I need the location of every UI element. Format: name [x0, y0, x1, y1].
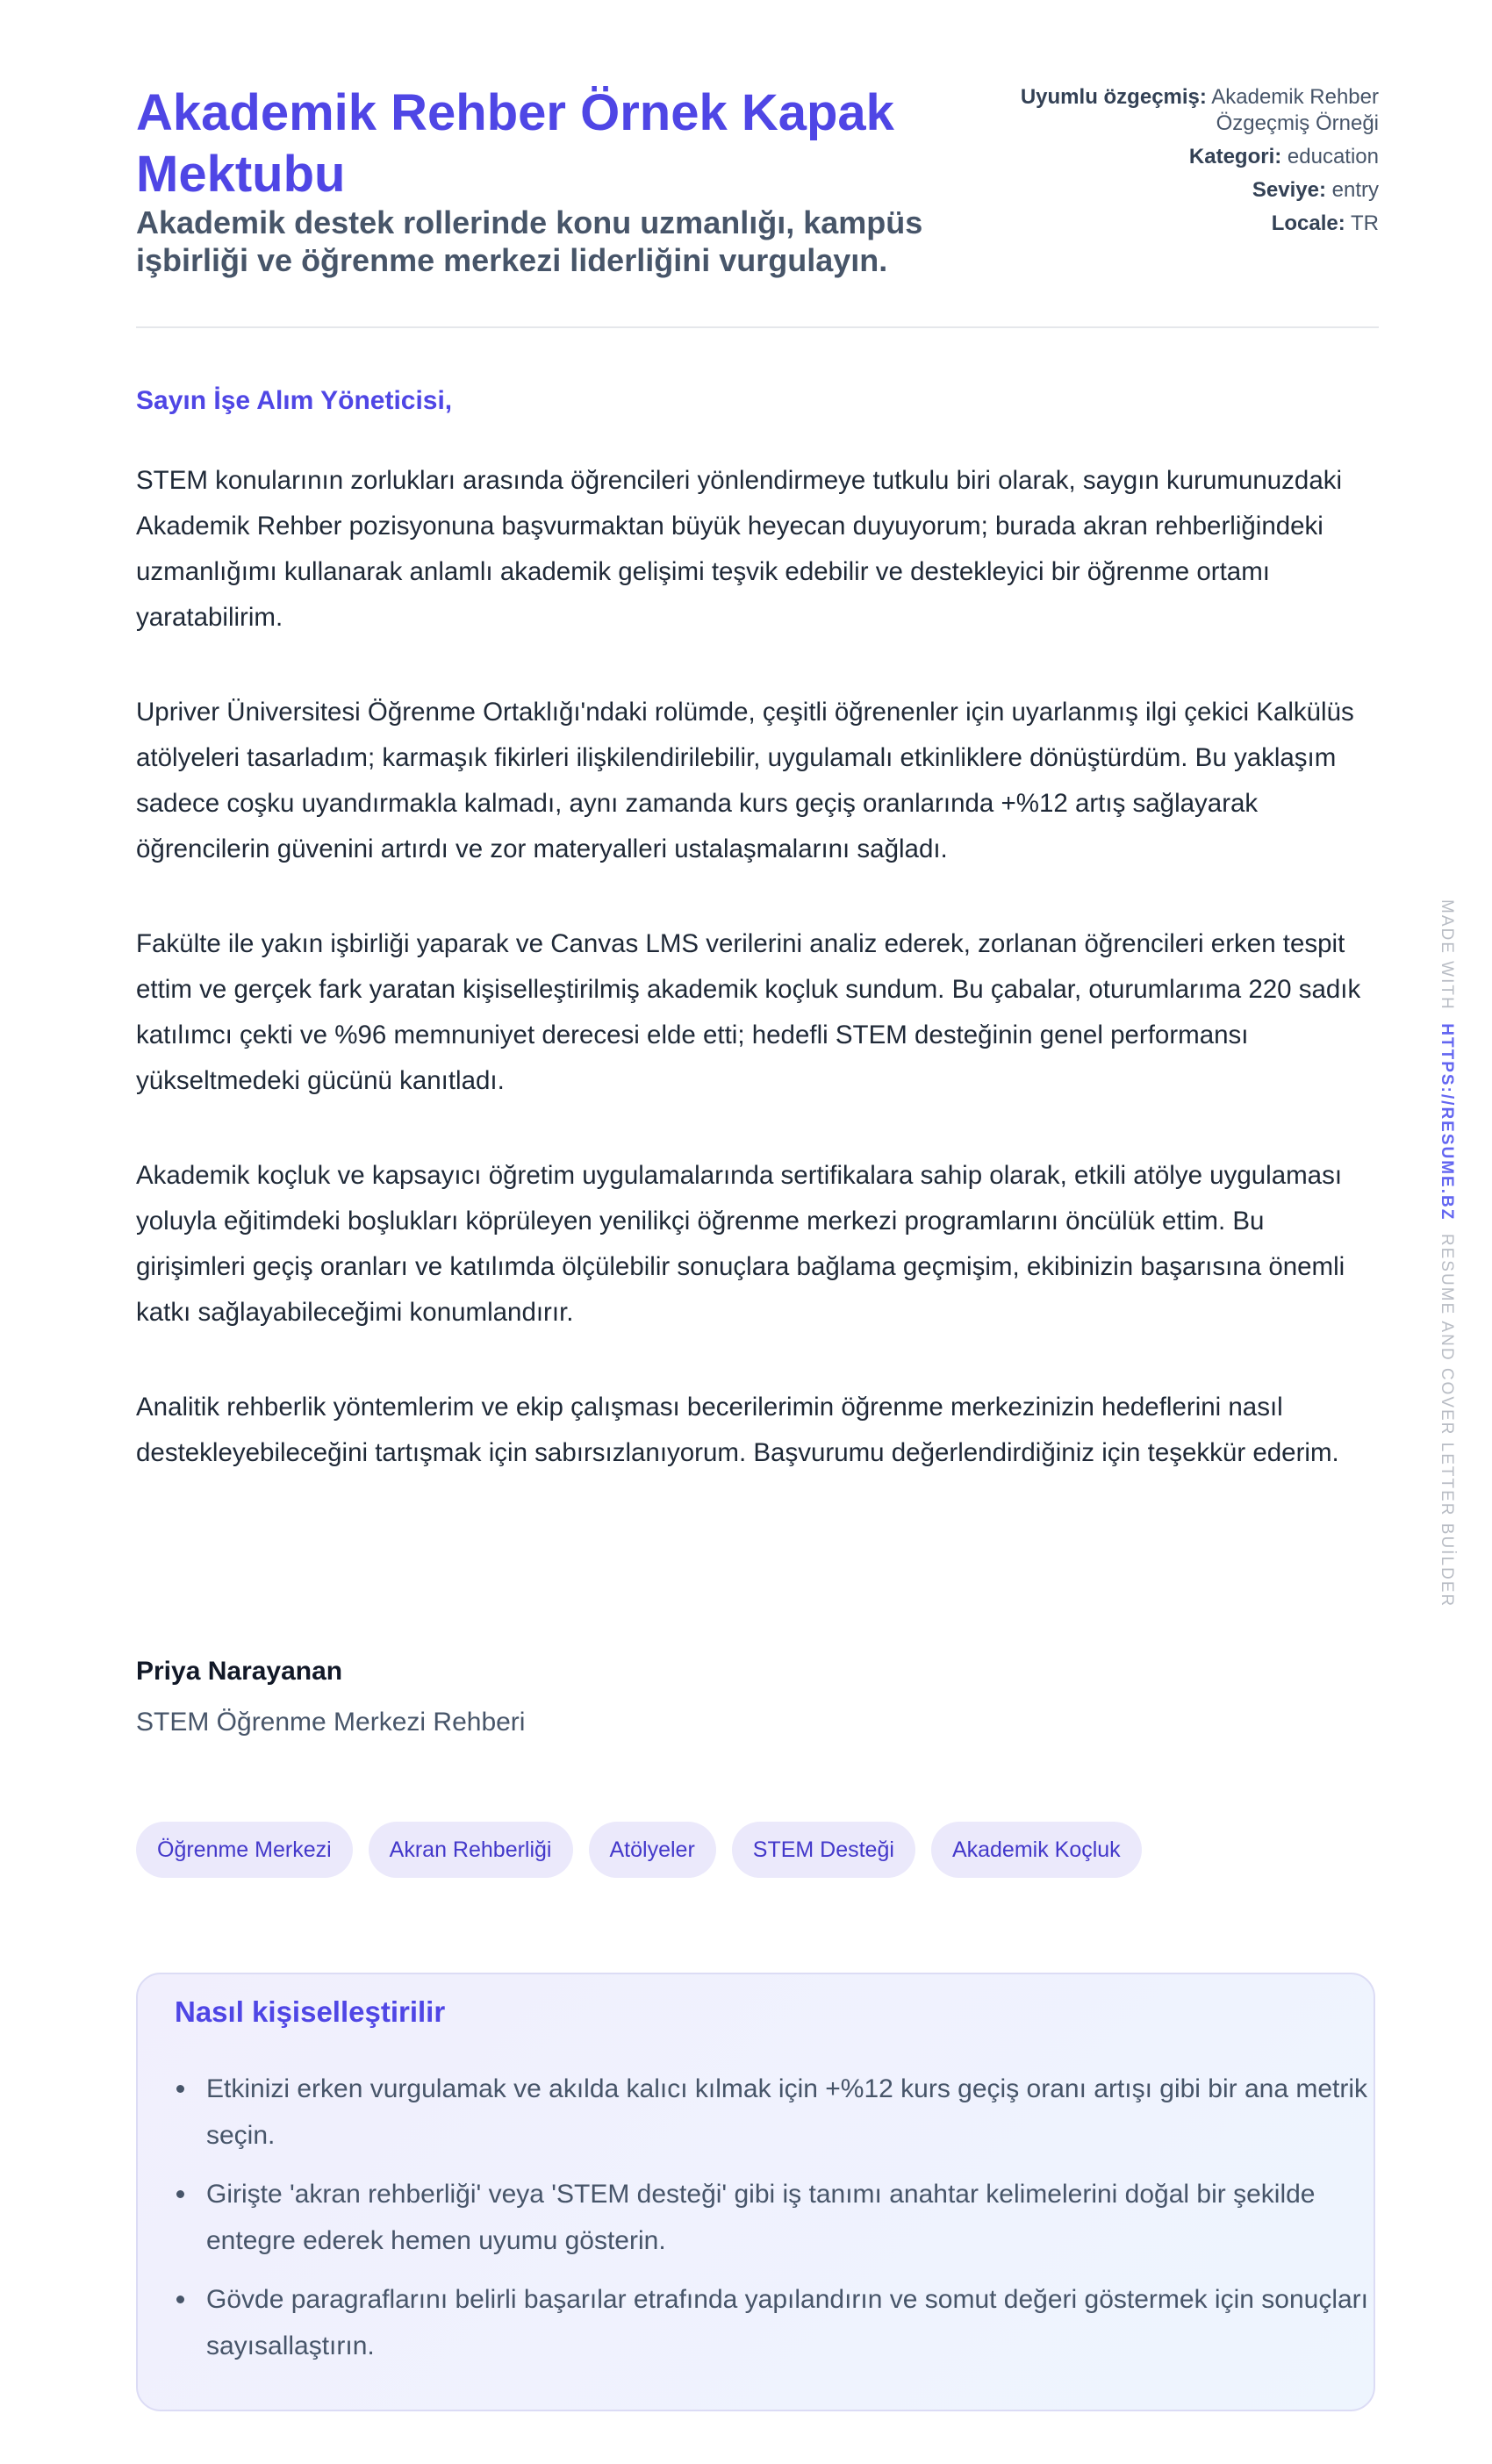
letter-paragraph: Akademik koçluk ve kapsayıcı öğretim uygulamalarında sertifikalara sahip olarak, etkili atölye uygulaması yoluyla eğitimdeki boşlukları köprüleyen yenilikçi öğrenme merkezi programlarını öncülük ettim. Bu girişimleri geçiş oranları ve katılımda ölçülebilir sonuçlara bağlama geçmişim, ekibinizin başarısına önemli katkı sağlayabileceğimi konumlandırır. [136, 1161, 1345, 1327]
meta-label: Seviye: [1252, 178, 1326, 202]
watermark-suffix: RESUME AND COVER LETTER BUİLDER [1438, 1233, 1456, 1608]
tip-text: Gövde paragraflarını belirli başarılar etrafında yapılandırın ve somut değeri göstermek için sonuçları sayısallaştırın. [206, 2285, 1368, 2360]
signature-title: STEM Öğrenme Merkezi Rehberi [136, 1708, 526, 1737]
tip-item [206, 2066, 1374, 2159]
letter-paragraph: STEM konularının zorlukları arasında öğrencileri yönlendirmeye tutkulu biri olarak, saygın kurumunuzdaki Akademik Rehber pozisyonuna başvurmaktan büyük heyecan duyuyorum; burada akran rehberliğindeki uzmanlığımı kullanarak anlamlı akademik gelişimi teşvik edebilir ve destekleyici bir öğrenme ortamı yaratabilirim. [136, 466, 1343, 632]
tip-text: Girişte 'akran rehberliği' veya 'STEM desteği' gibi iş tanımı anahtar kelimelerini doğal bir şekilde entegre ederek hemen uyumu gösterin. [206, 2180, 1316, 2255]
meta-value: Akademik Rehber Özgeçmiş Örneği [1211, 85, 1379, 135]
tip-item [206, 2171, 1374, 2264]
letter-paragraph: Upriver Üniversitesi Öğrenme Ortaklığı'ndaki rolümde, çeşitli öğrenenler için uyarlanmış ilgi çekici Kalkülüs atölyeleri tasarladım; karmaşık fikirleri ilişkilendirilebilir, uygulamalı etkinliklere dönüştürdüm. Bu yaklaşım sadece coşku uyandırmakla kalmadı, aynı zamanda kurs geçiş oranlarında +%12 artış sağlayarak öğrencilerin güvenini artırdı ve zor materyalleri ustalaşmalarını sağladı. [136, 698, 1354, 863]
tips-list [175, 2066, 1374, 2382]
tips-title: Nasıl kişiselleştirilir [175, 1995, 446, 2028]
meta-value: TR [1351, 211, 1379, 235]
meta-label: Uyumlu özgeçmiş: [1020, 85, 1207, 109]
tip-item [206, 2276, 1374, 2369]
meta-value: education [1287, 145, 1379, 168]
page-subtitle: Akademik destek rollerinde konu uzmanlığı, kampüs işbirliği ve öğrenme merkezi liderliğini vurgulayın. [136, 204, 923, 278]
letter-greeting: Sayın İşe Alım Yöneticisi, [136, 386, 453, 415]
meta-label: Kategori: [1188, 145, 1282, 168]
bullet-icon [176, 2085, 184, 2093]
meta-category [1010, 144, 1379, 170]
tag: Atölyeler [589, 1822, 716, 1878]
letter-paragraph: Analitik rehberlik yöntemlerim ve ekip çalışması becerilerimin öğrenme merkezinizin hedeflerini nasıl destekleyebileceğini tartışmak için sabırsızlanıyorum. Başvurumu değerlendirdiğiniz için teşekkür ederim. [136, 1393, 1339, 1467]
meta-locale [1010, 211, 1379, 237]
tag: Akademik Koçluk [931, 1822, 1142, 1878]
meta-value: entry [1331, 178, 1379, 202]
watermark [1437, 899, 1456, 1608]
watermark-link[interactable]: HTTPS://RESUME.BZ [1438, 1023, 1456, 1221]
bullet-icon [176, 2190, 184, 2198]
page-title: Akademik Rehber Örnek Kapak Mektubu [136, 84, 894, 203]
tip-text: Etkinizi erken vurgulamak ve akılda kalıcı kılmak için +%12 kurs geçiş oranı artışı gibi bir ana metrik seçin. [206, 2074, 1368, 2150]
meta-label: Locale: [1271, 211, 1345, 235]
tips-box [136, 1973, 1375, 2411]
cover-letter-page [136, 0, 1379, 2360]
tag: Öğrenme Merkezi [136, 1822, 353, 1878]
tag-list [136, 1822, 1142, 1878]
meta-info [1010, 84, 1379, 244]
tag: Akran Rehberliği [369, 1822, 573, 1878]
bullet-icon [176, 2296, 184, 2303]
tag: STEM Desteği [732, 1822, 915, 1878]
signature-name: Priya Narayanan [136, 1657, 343, 1686]
meta-level [1010, 177, 1379, 204]
letter-paragraph: Fakülte ile yakın işbirliği yaparak ve Canvas LMS verilerini analiz ederek, zorlanan öğrencileri erken tespit ettim ve gerçek fark yaratan kişiselleştirilmiş akademik koçluk sundum. Bu çabalar, oturumlarıma 220 sadık katılımcı çekti ve %96 memnuniyet derecesi elde etti; hedefli STEM desteğinin genel performansı yükseltmedeki gücünü kanıtladı. [136, 929, 1361, 1095]
meta-resume [1010, 84, 1379, 137]
watermark-prefix: MADE WITH [1438, 899, 1456, 1011]
letter-body [136, 458, 1379, 1525]
page-header [136, 0, 1379, 328]
